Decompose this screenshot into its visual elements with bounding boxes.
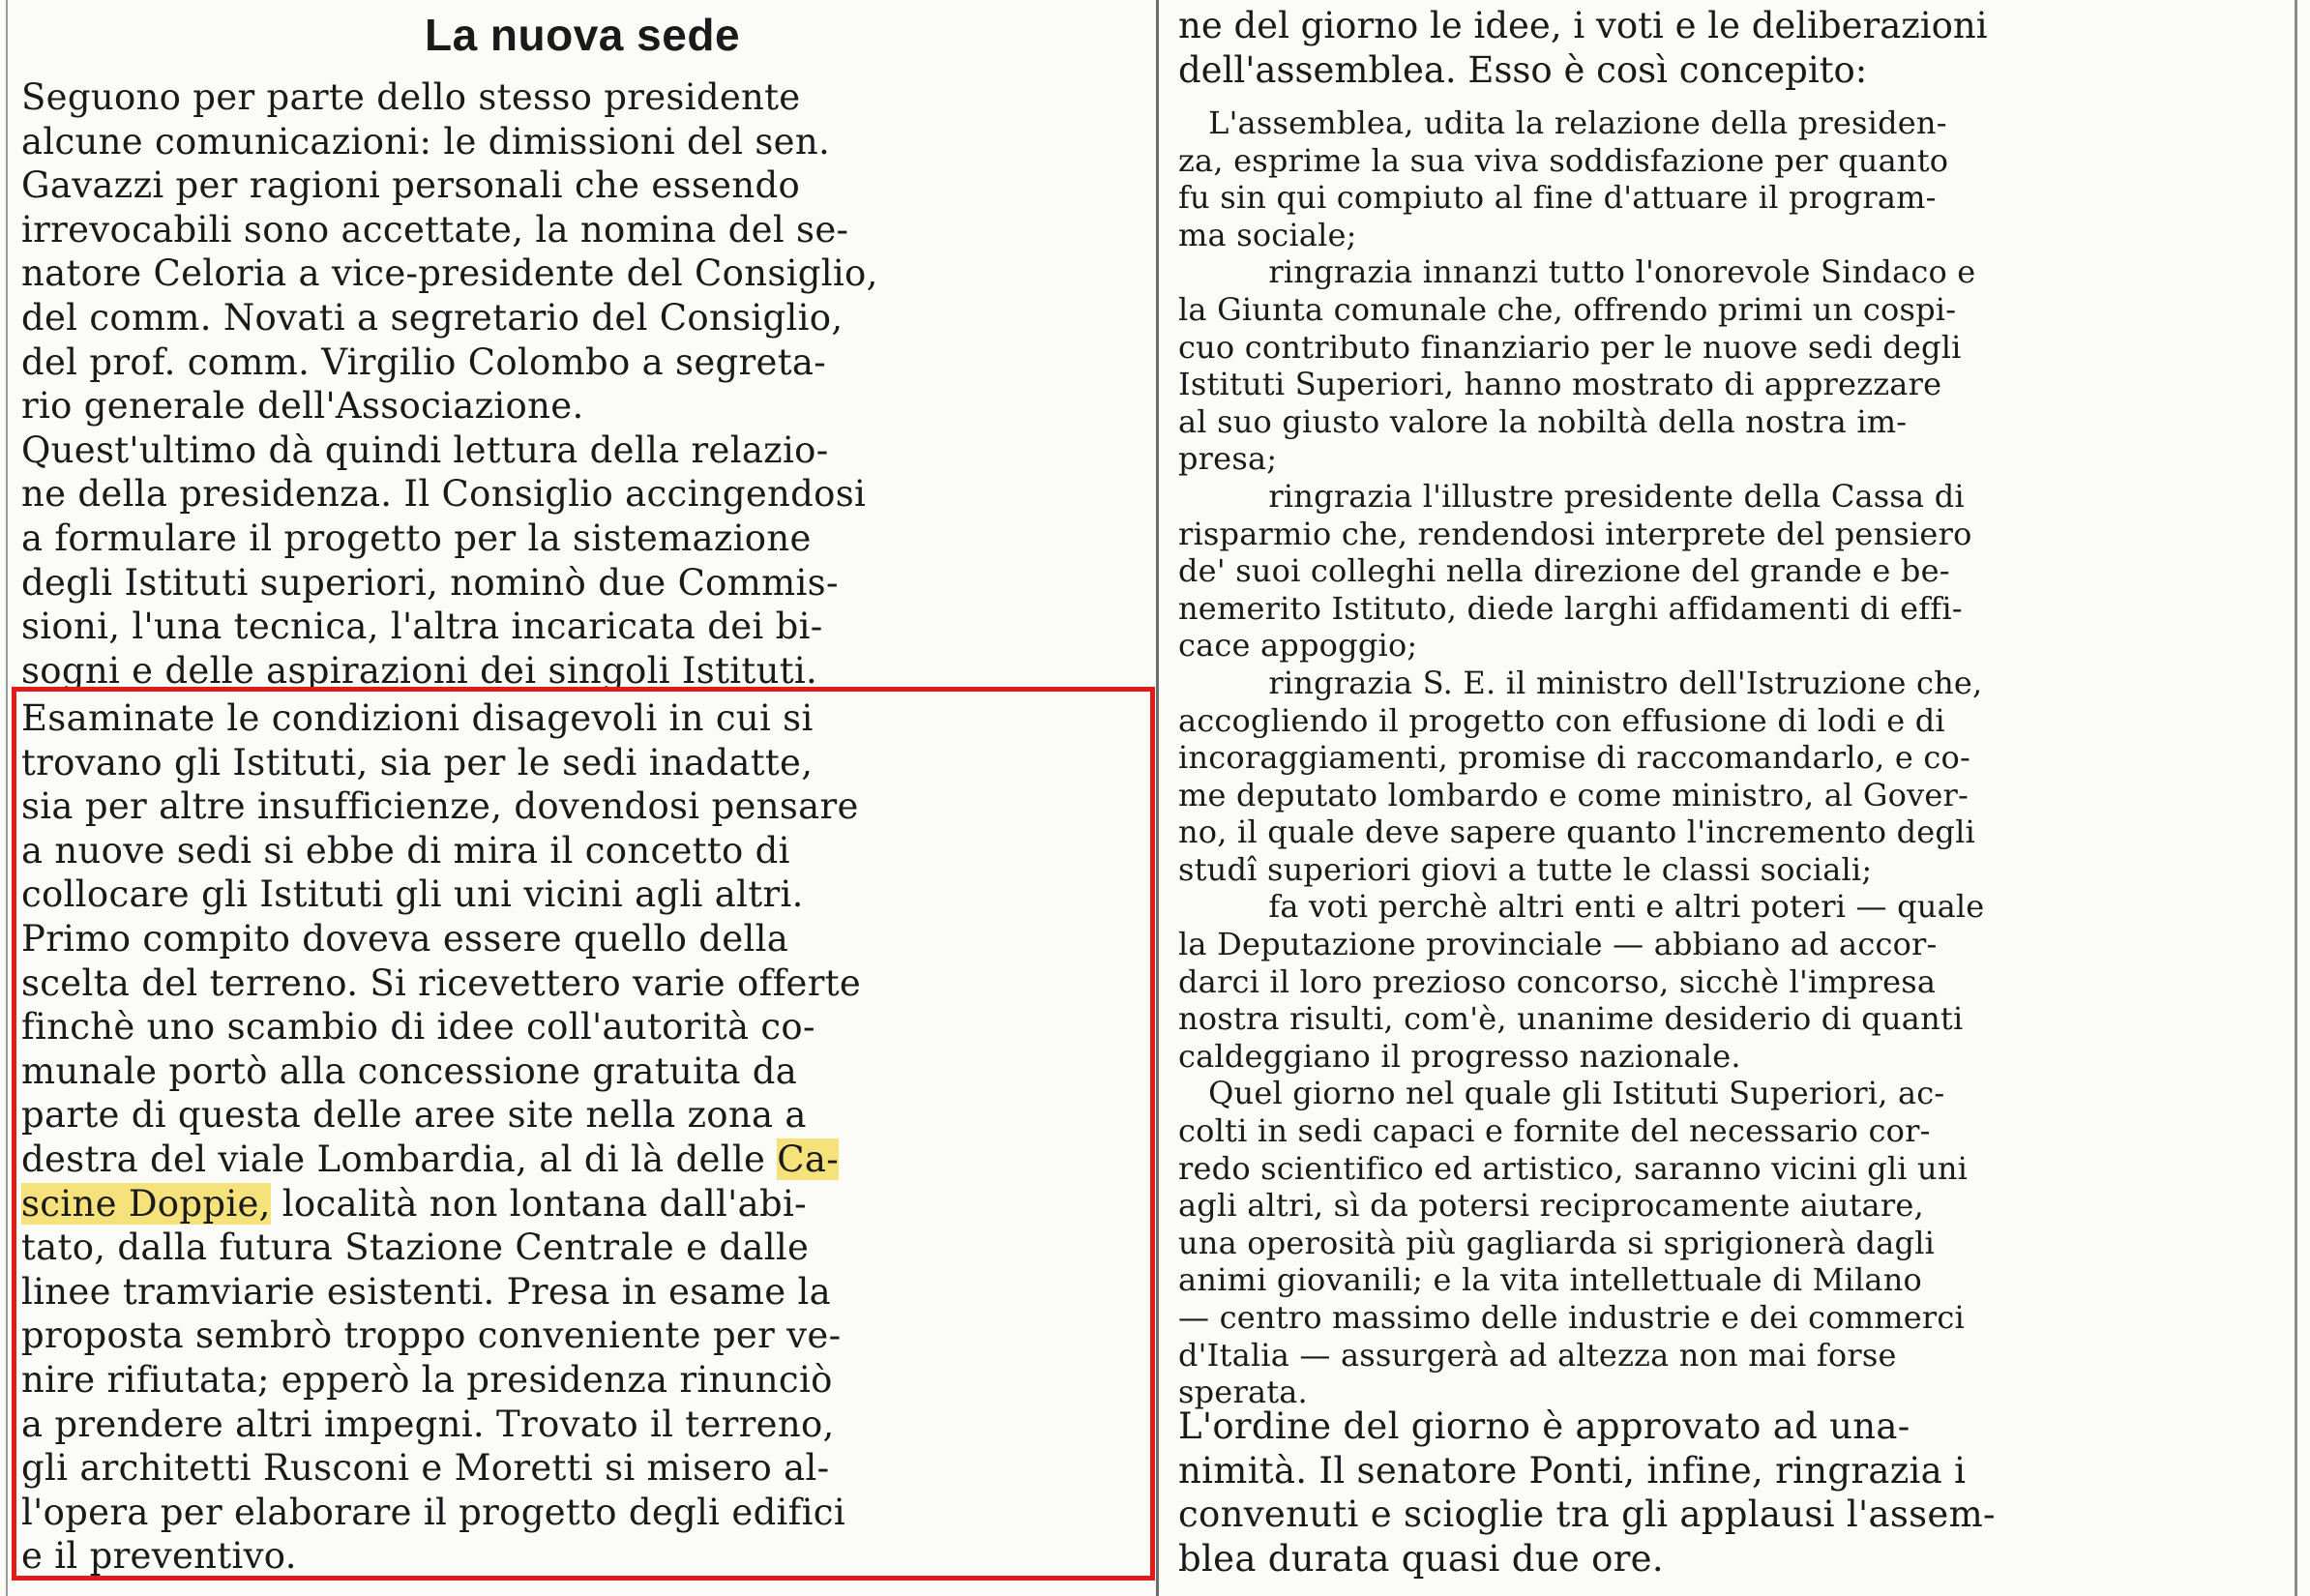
- text-line: Primo compito doveva essere quello della: [21, 917, 789, 960]
- text-line: tato, dalla futura Stazione Centrale e dalle: [21, 1227, 810, 1269]
- text-line: blea durata quasi due ore.: [1178, 1537, 1664, 1580]
- text-line: rio generale dell'Associazione.: [21, 385, 584, 428]
- text-line: trovano gli Istituti, sia per le sedi inadatte,: [21, 741, 814, 783]
- text-line: nimità. Il senatore Ponti, infine, ringrazia i: [1178, 1449, 1967, 1492]
- text-line: L'ordine del giorno è approvato ad una-: [1178, 1405, 1910, 1447]
- selection-frame: [12, 687, 1155, 1581]
- text-line: Seguono per parte dello stesso presidente: [21, 76, 801, 118]
- resolution-line: ringrazia S. E. il ministro dell'Istruzione che,: [1178, 664, 1983, 701]
- text-line: proposta sembrò troppo conveniente per ve-: [21, 1315, 842, 1357]
- section-heading: La nuova sede: [424, 10, 741, 60]
- text-line: sia per altre insufficienze, dovendosi pensare: [21, 785, 859, 828]
- resolution-line: me deputato lombardo e come ministro, al Gover-: [1178, 776, 1969, 813]
- text-line: Esaminate le condizioni disagevoli in cui si: [21, 697, 814, 739]
- resolution-line: una operosità più gagliarda si sprigionerà dagli: [1178, 1224, 1936, 1261]
- resolution-line: animi giovanili; e la vita intellettuale di Milano: [1178, 1261, 1922, 1299]
- text-line: a formulare il progetto per la sistemazione: [21, 517, 812, 559]
- resolution-line: al suo giusto valore la nobiltà della nostra im-: [1178, 402, 1908, 440]
- text-line: parte di questa delle aree site nella zona a: [21, 1094, 807, 1137]
- right-closing-text: [1178, 1404, 2291, 1581]
- text-line: nire rifiutata; epperò la presidenza rinunciò: [21, 1358, 833, 1401]
- resolution-line: d'Italia — assurgerà ad altezza non mai forse: [1178, 1336, 1897, 1374]
- text-line: munale portò alla concessione gratuita da: [21, 1049, 798, 1092]
- column-rule: [1156, 0, 1159, 1596]
- resolution-line: la Giunta comunale che, offrendo primi un cospi-: [1178, 290, 1957, 328]
- text-line: natore Celoria a vice-presidente del Consiglio,: [21, 252, 878, 295]
- resolution-line: sperata.: [1178, 1374, 1308, 1411]
- highlighted-term-part-2: scine Doppie,: [21, 1182, 271, 1225]
- resolution-line: Quel giorno nel quale gli Istituti Superiori, ac-: [1178, 1075, 1945, 1112]
- text-line: del comm. Novati a segretario del Consiglio,: [21, 296, 844, 339]
- highlighted-term-part-1: Ca-: [777, 1138, 840, 1180]
- text-line: convenuti e scioglie tra gli applausi l'assem-: [1178, 1493, 1996, 1536]
- resolution-line: darci il loro prezioso concorso, sicchè l'impresa: [1178, 962, 1937, 1000]
- resolution-line: fa voti perchè altri enti e altri poteri — quale: [1178, 888, 1985, 926]
- resolution-line: de' suoi colleghi nella direzione del grande e be-: [1178, 552, 1950, 590]
- text-line: linee tramviarie esistenti. Presa in esame la: [21, 1270, 832, 1313]
- text-line: Quest'ultimo dà quindi lettura della relazio-: [21, 429, 829, 471]
- resolution-line: ma sociale;: [1178, 216, 1357, 253]
- text-line: alcune comunicazioni: le dimissioni del sen.: [21, 120, 831, 163]
- resolution-line: nostra risulti, com'è, unanime desiderio di quanti: [1178, 1000, 1964, 1038]
- left-intro-text: [21, 75, 1143, 693]
- resolution-line: ringrazia l'illustre presidente della Cassa di: [1178, 477, 1965, 515]
- resolution-text: [1178, 104, 2291, 1411]
- resolution-line: Istituti Superiori, hanno mostrato di apprezzare: [1178, 366, 1942, 403]
- text-line: del prof. comm. Virgilio Colombo a segreta-: [21, 340, 827, 383]
- resolution-line: caldeggiano il progresso nazionale.: [1178, 1037, 1741, 1075]
- text-line: sogni e delle aspirazioni dei singoli Istituti.: [21, 649, 818, 692]
- text-line: e il preventivo.: [21, 1535, 297, 1578]
- resolution-line: redo scientifico ed artistico, saranno vicini gli uni: [1178, 1149, 1969, 1187]
- resolution-line: risparmio che, rendendosi interprete del pensiero: [1178, 515, 1972, 552]
- resolution-line: colti in sedi capaci e fornite del necessario cor-: [1178, 1112, 1931, 1150]
- resolution-line: L'assemblea, udita la relazione della presiden-: [1178, 104, 1947, 141]
- resolution-line: fu sin qui compiuto al fine d'attuare il program-: [1178, 179, 1937, 217]
- text-line: collocare gli Istituti gli uni vicini agli altri.: [21, 873, 804, 916]
- text-line: gli architetti Rusconi e Moretti si misero al-: [21, 1447, 830, 1490]
- text-line: ne della presidenza. Il Consiglio accingendosi: [21, 473, 867, 516]
- resolution-line: za, esprime la sua viva soddisfazione per quanto: [1178, 141, 1949, 179]
- right-top-text: [1178, 4, 2291, 93]
- text-line: finchè uno scambio di idee coll'autorità co-: [21, 1006, 815, 1049]
- resolution-line: ringrazia innanzi tutto l'onorevole Sindaco e: [1178, 253, 1976, 291]
- text-line: irrevocabili sono accettate, la nomina del se-: [21, 208, 849, 251]
- text-line: l'opera per elaborare il progetto degli edifici: [21, 1491, 845, 1533]
- text-line: dell'assemblea. Esso è così concepito:: [1178, 49, 1868, 91]
- text-line: degli Istituti superiori, nominò due Commis-: [21, 561, 839, 604]
- resolution-line: presa;: [1178, 440, 1278, 478]
- text-line: scelta del terreno. Si ricevettero varie offerte: [21, 961, 862, 1004]
- right-margin-rule: [2295, 0, 2297, 1596]
- resolution-line: — centro massimo delle industrie e dei commerci: [1178, 1299, 1965, 1336]
- text-line: a nuove sedi si ebbe di mira il concetto di: [21, 829, 790, 872]
- text-line: a prendere altri impegni. Trovato il terreno,: [21, 1403, 835, 1445]
- left-margin-rule: [6, 0, 8, 1596]
- text-line: Gavazzi per ragioni personali che essendo: [21, 164, 801, 207]
- resolution-line: nemerito Istituto, diede larghi affidamenti di effi-: [1178, 589, 1963, 627]
- hl-line1-before: destra del viale Lombardia, al di là delle: [21, 1138, 778, 1180]
- text-line: sioni, l'una tecnica, l'altra incaricata dei bi-: [21, 606, 823, 648]
- hl-line2-after: località non lontana dall'abi-: [270, 1182, 807, 1225]
- resolution-line: studî superiori giovi a tutte le classi sociali;: [1178, 850, 1873, 888]
- resolution-line: la Deputazione provinciale — abbiano ad accor-: [1178, 926, 1938, 963]
- resolution-line: accogliendo il progetto con effusione di lodi e di: [1178, 701, 1945, 739]
- resolution-line: cuo contributo finanziario per le nuove sedi degli: [1178, 328, 1962, 366]
- text-line: ne del giorno le idee, i voti e le deliberazioni: [1178, 5, 1988, 46]
- resolution-line: agli altri, sì da potersi reciprocamente aiutare,: [1178, 1187, 1924, 1225]
- resolution-line: cace appoggio;: [1178, 627, 1418, 665]
- resolution-line: no, il quale deve sapere quanto l'incremento degli: [1178, 813, 1975, 851]
- resolution-line: incoraggiamenti, promise di raccomandarlo, e co-: [1178, 739, 1970, 777]
